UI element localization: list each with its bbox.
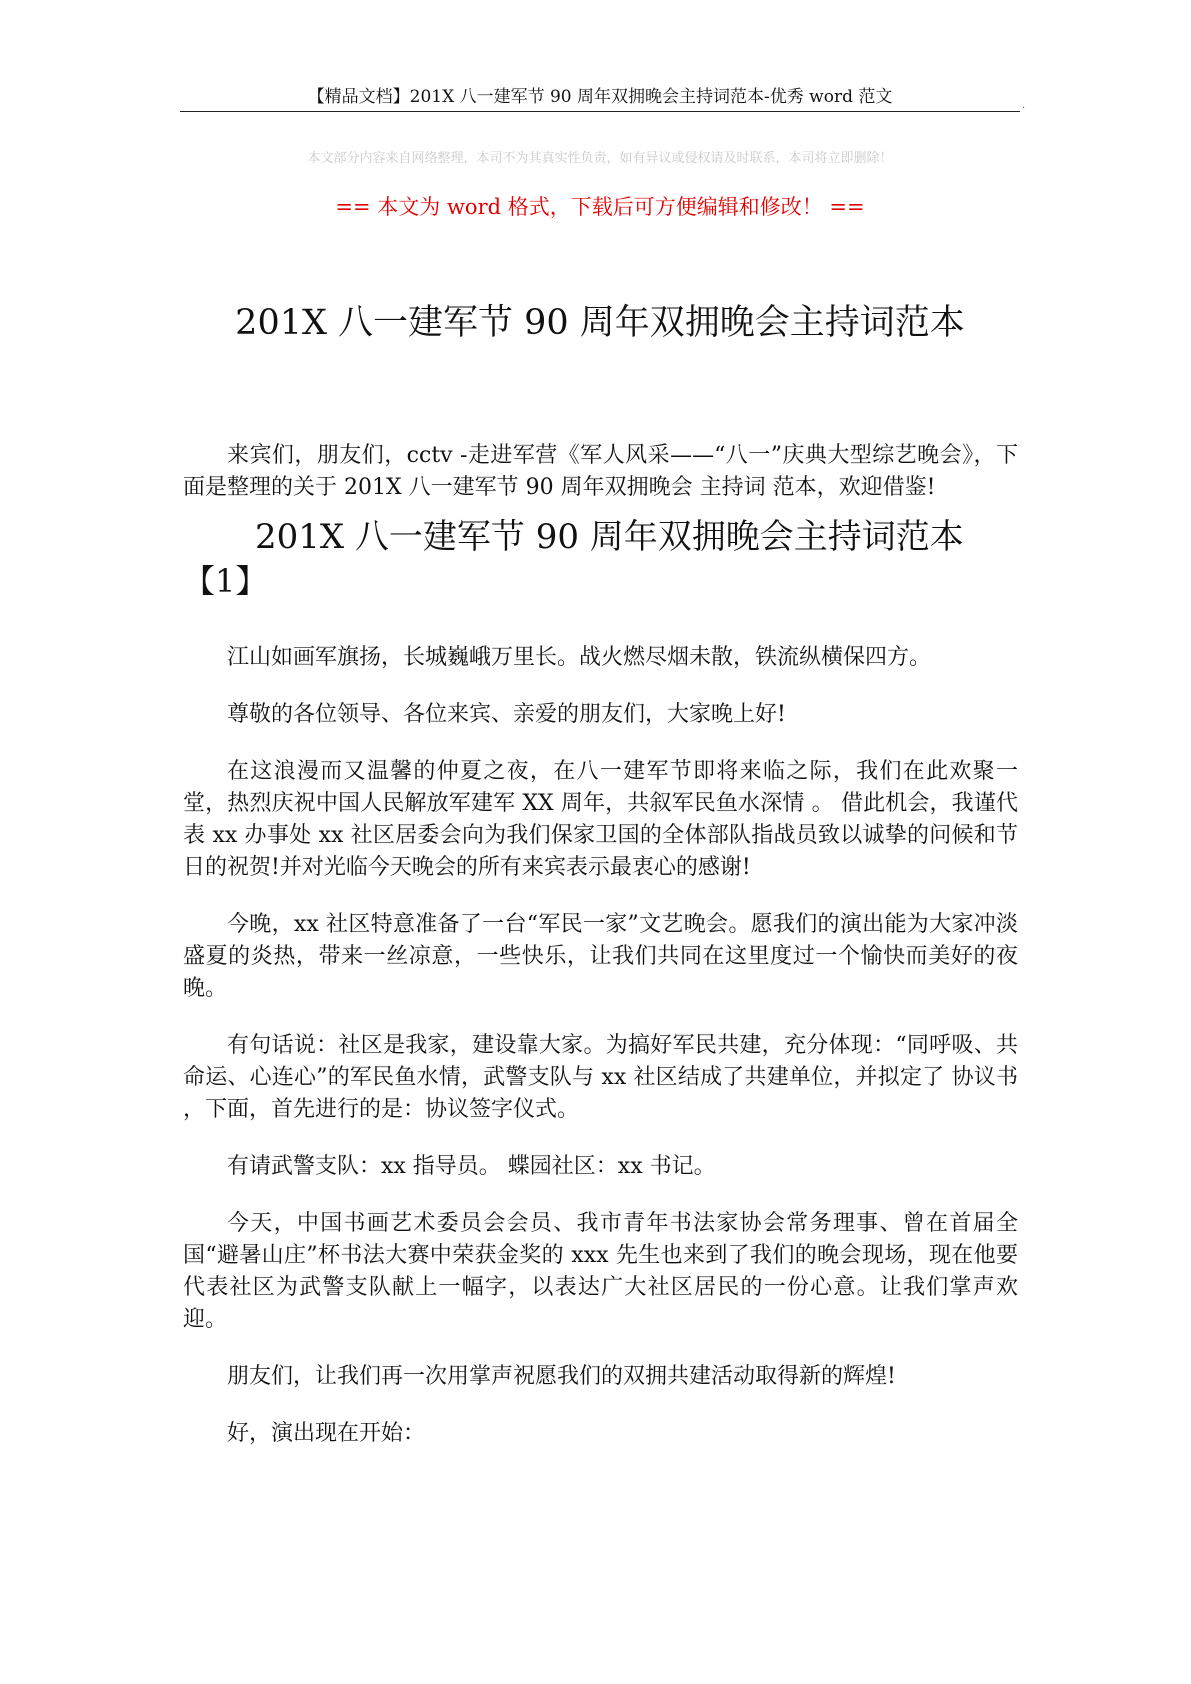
page-header-title: 【精品文档】201X 八一建军节 90 周年双拥晚会主持词范本-优秀 word 范文 [307,87,893,107]
body-paragraph: 有请武警支队：xx 指导员。 蝶园社区：xx 书记。 [227,1154,716,1179]
body-paragraph: 好，演出现在开始： [227,1421,426,1446]
paragraph-list [183,642,1018,1450]
section-title: 201X 八一建军节 90 周年双拥晚会主持词范本 [255,517,964,557]
document-title: 201X 八一建军节 90 周年双拥晚会主持词范本 [235,303,965,343]
body-paragraph: 今晚，xx 社区特意准备了一台“军民一家”文艺晚会。愿我们的演出能为大家冲淡盛夏的炎热，带来一丝凉意，一些快乐，让我们共同在这里度过一个愉快而美好的夜晚。 [183,912,1018,1001]
disclaimer-text: 本文部分内容来自网络整理，本司不为其真实性负责，如有异议或侵权请及时联系，本司将立即删除！ [307,151,893,166]
body-paragraph: 朋友们，让我们再一次用掌声祝愿我们的双拥共建活动取得新的辉煌! [227,1364,896,1389]
body-paragraph: 在这浪漫而又温馨的仲夏之夜，在八一建军节即将来临之际，我们在此欢聚一堂，热烈庆祝中国人民解放军建军 XX 周年，共叙军民鱼水深情 。 借此机会，我谨代表 xx 办事处 xx 社区居委会向为我们保家卫国的全体部队指战员致以诚挚的问候和节日的祝贺!并对光临今天晚会的所有来宾表示最衷心的感谢! [183,759,1018,880]
document-body [183,440,1018,1475]
body-paragraph: 尊敬的各位领导、各位来宾、亲爱的朋友们，大家晚上好! [227,702,786,727]
section-number: 【1】 [183,562,268,600]
body-paragraph: 有句话说：社区是我家，建设靠大家。为搞好军民共建，充分体现：“同呼吸、共命运、心连心”的军民鱼水情，武警支队与 xx 社区结成了共建单位，并拟定了 协议书 ，下面，首先进行的是：协议签字仪式。 [183,1033,1018,1122]
header-mark: . [1022,100,1026,111]
body-paragraph: 江山如画军旗扬，长城巍峨万里长。战火燃尽烟未散，铁流纵横保四方。 [227,645,932,670]
intro-paragraph: 来宾们，朋友们，cctv -走进军营《军人风采——“八一”庆典大型综艺晚会》，下面是整理的关于 201X 八一建军节 90 周年双拥晚会 主持词 范本，欢迎借鉴! [183,443,1018,500]
body-paragraph: 今天，中国书画艺术委员会会员、我市青年书法家协会常务理事、曾在首届全国“避暑山庄”杯书法大赛中荣获金奖的 xxx 先生也来到了我们的晚会现场，现在他要代表社区为武警支队献上一幅字，以表达广大社区居民的一份心意。让我们掌声欢迎。 [183,1211,1018,1332]
header-divider [180,111,1020,112]
word-format-notice: == 本文为 word 格式，下载后可方便编辑和修改！ == [335,195,865,219]
